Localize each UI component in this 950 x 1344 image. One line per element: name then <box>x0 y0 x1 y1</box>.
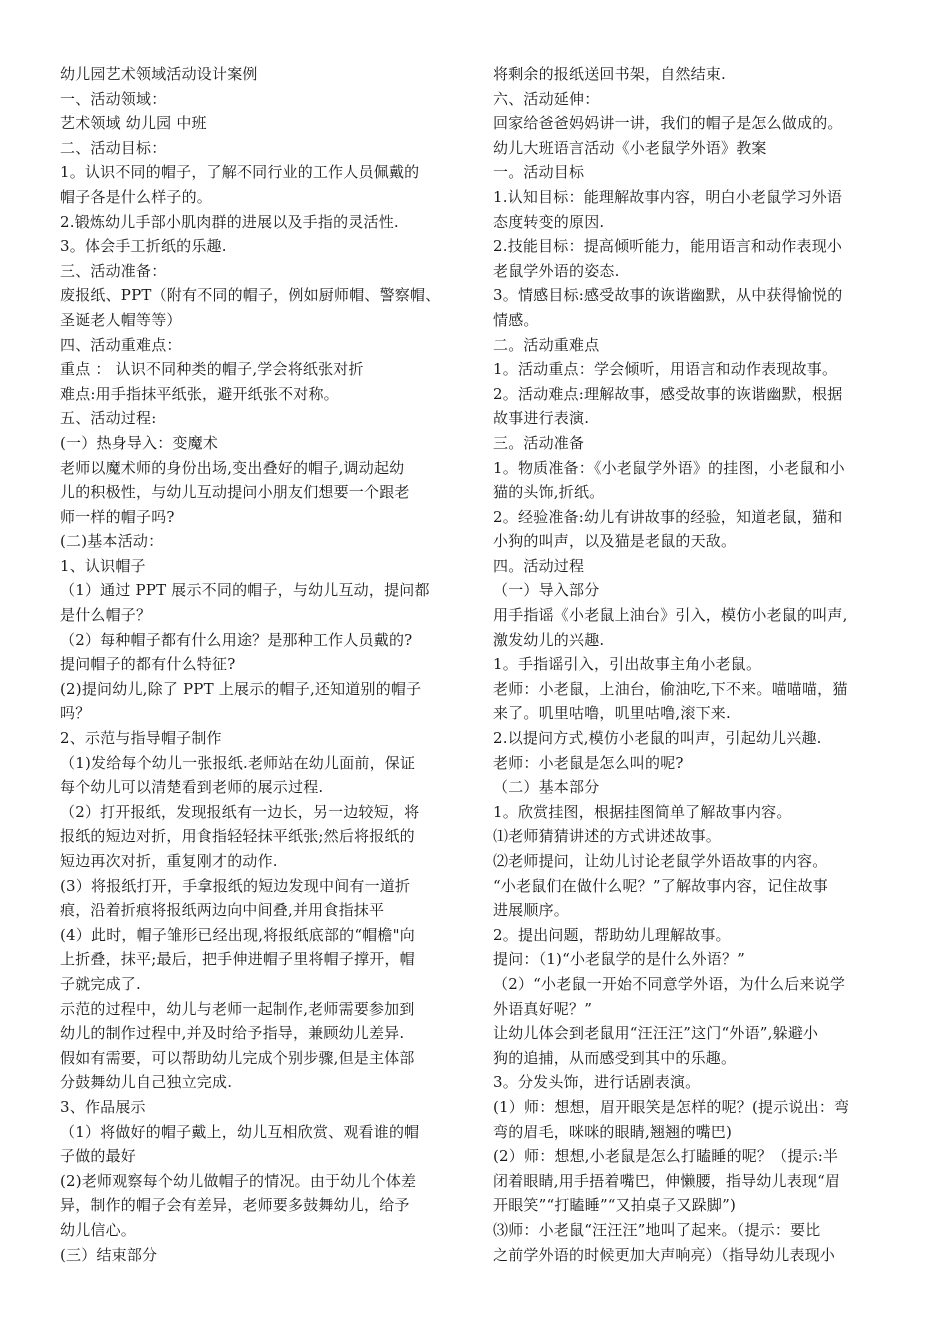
text-line: 1。物质准备：《小老鼠学外语》的挂图，小老鼠和小 <box>493 458 845 477</box>
text-line: 老师以魔术师的身份出场,变出叠好的帽子,调动起幼 <box>60 458 405 477</box>
text-line: 小狗的叫声，以及猫是老鼠的天敌。 <box>493 532 737 551</box>
text-line: 异，制作的帽子会有差异，老师要多鼓舞幼儿，给予 <box>60 1196 410 1215</box>
text-line: 1。活动重点：学会倾听，用语言和动作表现故事。 <box>493 360 838 379</box>
text-line: 三。活动准备 <box>493 433 585 452</box>
text-line: 师一样的帽子吗? <box>60 507 175 526</box>
text-line: 幼儿信心。 <box>60 1220 137 1239</box>
text-line: （二）基本部分 <box>493 778 600 797</box>
text-line: 外语真好呢？” <box>493 999 593 1018</box>
text-line: 二、活动目标： <box>60 138 167 157</box>
text-line: 短边再次对折，重复刚才的动作. <box>60 852 278 870</box>
text-line: (2)提问幼儿,除了 PPT 上展示的帽子,还知道别的帽子 <box>60 679 422 698</box>
text-line: 废报纸、PPT（附有不同的帽子，例如厨师帽、警察帽、 <box>60 286 441 305</box>
text-line: 幼儿大班语言活动《小老鼠学外语》教案 <box>493 138 767 157</box>
text-line: (1）师：想想，眉开眼笑是怎样的呢？(提示说出：弯 <box>493 1097 850 1116</box>
right-text-column <box>493 62 893 1267</box>
text-line: 1。手指谣引入，引出故事主角小老鼠。 <box>493 655 762 674</box>
text-line: (4）此时，帽子雏形已经出现,将报纸底部的“帽檐"向 <box>60 925 415 944</box>
text-line: 报纸的短边对折，用食指轻轻抹平纸张;然后将报纸的 <box>60 827 415 846</box>
text-line: 狗的追捕，从而感受到其中的乐趣。 <box>493 1048 737 1067</box>
text-line: 态度转变的原因. <box>493 212 605 231</box>
text-line: 假如有需要，可以帮助幼儿完成个别步骤,但是主体部 <box>60 1048 415 1067</box>
text-line: 2。经验准备:幼儿有讲故事的经验，知道老鼠，猫和 <box>493 507 843 526</box>
text-line: 故事进行表演. <box>493 409 590 428</box>
text-line: 2.技能目标：提高倾听能力，能用语言和动作表现小 <box>493 237 843 256</box>
text-line: ⑴老师猜猜讲述的方式讲述故事。 <box>493 827 722 846</box>
text-line: （1)发给每个幼儿一张报纸.老师站在幼儿面前，保证 <box>60 753 416 772</box>
text-line: (3）将报纸打开，手拿报纸的短边发现中间有一道折 <box>60 876 411 895</box>
text-line: 每个幼儿可以清楚看到老师的展示过程. <box>60 778 324 797</box>
text-line: 子就完成了. <box>60 974 141 993</box>
text-line: 进展顺序。 <box>493 901 570 920</box>
text-line: 分鼓舞幼儿自己独立完成. <box>60 1073 233 1092</box>
text-line: 闭着眼睛,用手捂着嘴巴，伸懒腰，指导幼儿表现“眉 <box>493 1171 841 1190</box>
text-line: “小老鼠们在做什么呢？”了解故事内容，记住故事 <box>493 876 828 895</box>
text-line: (二)基本活动： <box>60 532 164 551</box>
text-line: 帽子各是什么样子的。 <box>60 187 213 206</box>
text-line: 1.认知目标：能理解故事内容，明白小老鼠学习外语 <box>493 187 843 206</box>
text-line: 1。认识不同的帽子，了解不同行业的工作人员佩戴的 <box>60 163 420 182</box>
text-line: 提问帽子的都有什么特征? <box>60 655 236 674</box>
text-line: 吗？ <box>60 704 91 723</box>
text-line: 2。活动难点:理解故事，感受故事的诙谐幽默，根据 <box>493 384 843 403</box>
text-line: （1）通过 PPT 展示不同的帽子，与幼儿互动，提问都 <box>60 581 430 600</box>
text-line: 老鼠学外语的姿态. <box>493 261 620 280</box>
text-line: 回家给爸爸妈妈讲一讲，我们的帽子是怎么做成的。 <box>493 114 843 133</box>
text-line: 激发幼儿的兴趣. <box>493 630 605 649</box>
text-line: 2、示范与指导帽子制作 <box>60 729 222 748</box>
text-line: 幼儿园艺术领域活动设计案例 <box>60 65 258 83</box>
text-line: 上折叠，抹平;最后，把手伸进帽子里将帽子撑开，帽 <box>60 950 415 969</box>
text-line: 之前学外语的时候更加大声响亮）（指导幼儿表现小 <box>493 1245 836 1264</box>
text-line: 示范的过程中，幼儿与老师一起制作,老师需要参加到 <box>60 999 415 1018</box>
text-line: 幼儿的制作过程中,并及时给予指导，兼顾幼儿差异. <box>60 1024 405 1043</box>
text-line: ⑶师：小老鼠“汪汪汪”地叫了起来。（提示：要比 <box>493 1220 821 1239</box>
text-line: 老师：小老鼠，上油台，偷油吃,下不来。喵喵喵，猫 <box>493 679 848 698</box>
text-line: 老师：小老鼠是怎么叫的呢? <box>493 753 684 772</box>
text-line: 五、活动过程: <box>60 409 157 428</box>
text-line: 1、认识帽子 <box>60 556 146 575</box>
text-line: 艺术领域 幼儿园 中班 <box>60 114 207 133</box>
text-line: 一、活动领域： <box>60 89 167 108</box>
text-line: （1）将做好的帽子戴上，幼儿互相欣赏、观看谁的帽 <box>60 1122 420 1141</box>
text-line: 猫的头饰,折纸。 <box>493 483 605 502</box>
text-line: 开眼笑”“打瞌睡”“又拍桌子又跺脚”) <box>493 1196 736 1215</box>
text-line: (一）热身导入：变魔术 <box>60 433 219 452</box>
text-line: 来了。叽里咕噜，叽里咕噜,滚下来. <box>493 704 731 723</box>
text-line: 子做的最好 <box>60 1147 137 1166</box>
text-line: 3、作品展示 <box>60 1097 146 1116</box>
text-line: 3。情感目标:感受故事的诙谐幽默，从中获得愉悦的 <box>493 286 843 305</box>
text-line: （2）每种帽子都有什么用途？是那种工作人员戴的? <box>60 630 413 649</box>
text-line: 三、活动准备： <box>60 261 167 280</box>
text-line: 二。活动重难点 <box>493 335 600 354</box>
text-line: 六、活动延伸： <box>493 89 600 108</box>
text-line: 2。提出问题，帮助幼儿理解故事。 <box>493 925 731 944</box>
text-line: 提问：（1)“小老鼠学的是什么外语？” <box>493 950 746 969</box>
left-text-column <box>60 62 460 1267</box>
text-line: 让幼儿体会到老鼠用“汪汪汪”这门“外语”,躲避小 <box>493 1024 819 1043</box>
text-line: 1。欣赏挂图，根据挂图简单了解故事内容。 <box>493 802 792 821</box>
text-line: 情感。 <box>493 310 539 329</box>
text-line: 弯的眉毛，咪咪的眼睛,翘翘的嘴巴) <box>493 1122 733 1141</box>
text-line: 难点:用手指抹平纸张，避开纸张不对称。 <box>60 384 339 403</box>
text-line: 痕，沿着折痕将报纸两边向中间叠,并用食指抹平 <box>60 901 385 920</box>
text-line: ⑵老师提问，让幼儿讨论老鼠学外语故事的内容。 <box>493 852 828 870</box>
text-line: 四。活动过程 <box>493 556 585 575</box>
text-line: （一）导入部分 <box>493 581 600 600</box>
text-line: (2)老师观察每个幼儿做帽子的情况。由于幼儿个体差 <box>60 1171 417 1190</box>
text-line: 3。体会手工折纸的乐趣. <box>60 237 227 256</box>
text-line: 儿的积极性，与幼儿互动提问小朋友们想要一个跟老 <box>60 483 410 502</box>
text-line: 四、活动重难点： <box>60 335 182 354</box>
text-line: 2.锻炼幼儿手部小肌肉群的进展以及手指的灵活性. <box>60 212 399 231</box>
text-line: (三）结束部分 <box>60 1245 158 1264</box>
text-line: 圣诞老人帽等等） <box>60 310 182 329</box>
text-line: 重点 ： 认识不同种类的帽子,学会将纸张对折 <box>60 360 364 379</box>
text-line: 将剩余的报纸送回书架，自然结束. <box>493 65 726 83</box>
text-line: 是什么帽子？ <box>60 606 152 625</box>
text-line: (2）师：想想,小老鼠是怎么打瞌睡的呢？（提示:半 <box>493 1147 839 1166</box>
text-line: 用手指谣《小老鼠上油台》引入，模仿小老鼠的叫声, <box>493 606 848 625</box>
text-line: 3。分发头饰，进行话剧表演。 <box>493 1073 701 1092</box>
text-line: （2）“小老鼠一开始不同意学外语，为什么后来说学 <box>493 974 846 993</box>
text-line: 2.以提问方式,模仿小老鼠的叫声，引起幼儿兴趣. <box>493 729 822 748</box>
text-line: 一。活动目标 <box>493 163 585 182</box>
text-line: （2）打开报纸，发现报纸有一边长，另一边较短，将 <box>60 802 420 821</box>
